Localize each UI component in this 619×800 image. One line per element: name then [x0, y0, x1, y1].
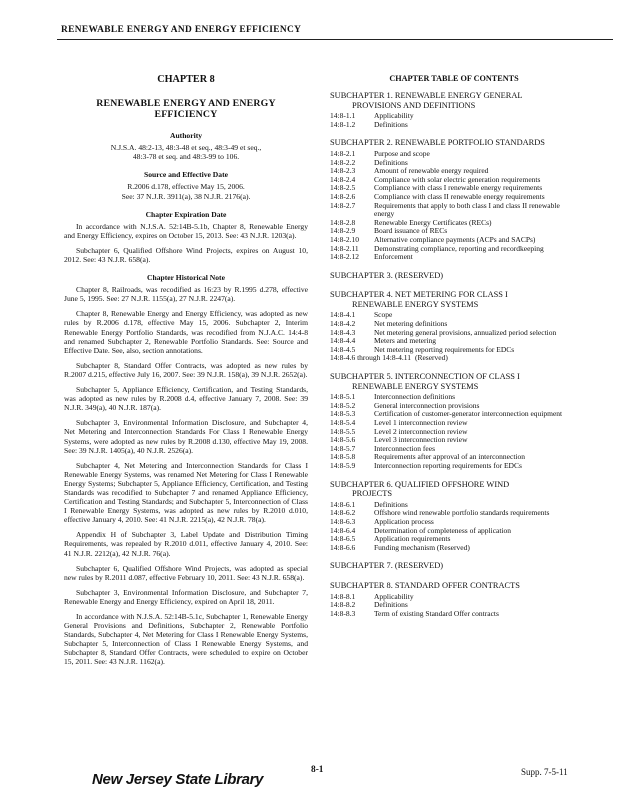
- toc-section-row: [330, 245, 578, 254]
- section-title: Alternative compliance payments (ACPs and SACPs): [374, 234, 536, 244]
- section-number: 14:8-8.3: [330, 608, 356, 618]
- section-title: Compliance with class I renewable energy requirements: [374, 183, 543, 193]
- library-logo: New Jersey State Library: [92, 771, 264, 788]
- section-number: 14:8-2.10: [330, 234, 359, 244]
- section-number: 14:8-2.4: [330, 174, 356, 184]
- section-number: 14:8-2.2: [330, 157, 356, 167]
- section-number: 14:8-6.2: [330, 508, 356, 518]
- section-title: Application process: [374, 516, 434, 526]
- section-title: Scope: [374, 310, 393, 320]
- table-of-contents: [330, 91, 578, 618]
- section-number: 14:8-4.3: [330, 327, 356, 337]
- section-title: Requirements that apply to both class I and class II renewable energy: [374, 200, 560, 219]
- section-number: 14:8-2.7: [330, 200, 356, 210]
- toc-section-list: [330, 501, 578, 553]
- subchapter-title-text: SUBCHAPTER 2. RENEWABLE PORTFOLIO STANDARDS: [330, 138, 545, 148]
- section-title: Net metering reporting requirements for EDCs: [374, 344, 515, 354]
- section-title: General interconnection provisions: [374, 400, 480, 410]
- toc-subchapter-title: [330, 91, 578, 110]
- history-paragraph: Subchapter 3, Environmental Information Disclosure, and Subchapter 7, Renewable Energy and Energy Efficiency, expired on April 18, 2011.: [64, 587, 308, 606]
- section-title: Demonstrating compliance, reporting and recordkeeping: [374, 243, 544, 253]
- subchapter-title-continued: RENEWABLE ENERGY SYSTEMS: [352, 381, 479, 391]
- toc-subchapter-title: [330, 561, 578, 571]
- history-paragraph: Chapter 8, Railroads, was recodified as 16:23 by R.1995 d.278, effective June 5, 1995. See: 27 N.J.R. 1155(a), 27 N.J.R. 2247(a).: [64, 285, 308, 304]
- authority-block: [64, 143, 308, 161]
- subchapter-title-continued: PROJECTS: [352, 489, 393, 499]
- section-number: 14:8-8.1: [330, 591, 356, 601]
- history-paragraph: In accordance with N.J.S.A. 52:14B-5.1c, Subchapter 1, Renewable Energy General Provisions and Definitions, Subchapter 2, Renewable Portfolio Standards, Subchapter 4, Net Metering for Class I Renewable Energy Systems, Subchapter 5, Interconnection of Class I Renewable Energy Systems, and Subchapter 8, Standard Offer Contracts, were scheduled to expire on October 15, 2011. See: 43 N.J.R. 1162(a).: [64, 612, 308, 667]
- running-head: RENEWABLE ENERGY AND ENERGY EFFICIENCY: [61, 25, 302, 35]
- section-number: 14:8-4.4: [330, 336, 356, 346]
- section-title: Compliance with solar electric generation requirements: [374, 174, 541, 184]
- section-number: 14:8-1.2: [330, 119, 356, 129]
- section-number: 14:8-5.9: [330, 460, 356, 470]
- subchapter-title-text: SUBCHAPTER 5. INTERCONNECTION OF CLASS I: [330, 372, 520, 382]
- section-title: Applicability: [374, 591, 414, 601]
- history-block: [64, 285, 308, 666]
- toc-section-row: [330, 121, 578, 130]
- section-title: Purpose and scope: [374, 148, 430, 158]
- toc-section-row: [330, 311, 578, 320]
- subchapter-title-continued: RENEWABLE ENERGY SYSTEMS: [352, 299, 479, 309]
- section-title: Definitions: [374, 157, 408, 167]
- source-heading: Source and Effective Date: [143, 170, 228, 180]
- section-number: 14:8-5.3: [330, 409, 356, 419]
- history-paragraph: Subchapter 5, Appliance Efficiency, Certification, and Testing Standards, was adopted as new rules by R.2008 d.4, effective January 7, 2008. See: 39 N.J.R. 349(a), 40 N.J.R. 187(a).: [64, 385, 308, 413]
- toc-section-row: [330, 150, 578, 159]
- toc-section-row: [330, 544, 578, 553]
- section-title: Interconnection definitions: [374, 392, 456, 402]
- section-title: Definitions: [374, 119, 408, 129]
- expiration-paragraph: In accordance with N.J.S.A. 52:14B-5.1b, Chapter 8, Renewable Energy and Energy Efficiency, expires on October 15, 2013. See: 43 N.J.R. 1203(a).: [64, 221, 308, 240]
- subchapter-title-continued: PROVISIONS AND DEFINITIONS: [352, 100, 476, 110]
- chapter-number: CHAPTER 8: [157, 74, 215, 85]
- section-number: 14:8-5.7: [330, 443, 356, 453]
- section-number: 14:8-6.6: [330, 542, 356, 552]
- history-paragraph: Subchapter 3, Environmental Information Disclosure, and Subchapter 4, Net Metering and Interconnection Standards For Class I Renewable Energy Systems, were adopted as new rules by R.2008 d.130, effective May 19, 2008. See: 39 N.J.R. 1405(a), 40 N.J.R. 2526(a).: [64, 418, 308, 455]
- section-number: 14:8-8.2: [330, 600, 356, 610]
- section-number: 14:8-5.8: [330, 452, 356, 462]
- section-number: 14:8-5.1: [330, 392, 356, 402]
- expiration-block: [64, 222, 308, 264]
- chapter-title: RENEWABLE ENERGY AND ENERGY EFFICIENCY: [96, 98, 276, 120]
- section-number: 14:8-5.4: [330, 418, 356, 427]
- section-title: Level 2 interconnection review: [374, 426, 468, 436]
- section-number: 14:8-4.2: [330, 319, 356, 329]
- toc-section-row: [330, 527, 578, 536]
- section-title: Enforcement: [374, 252, 413, 262]
- toc-subchapter-title: [330, 290, 578, 309]
- history-paragraph: Subchapter 4, Net Metering and Interconnection Standards for Class I Renewable Energy Systems, was renamed Net Metering for Class I Renewable Energy Systems; Subchapter 5, Appliance Efficiency, Certification, and Testing Standards was recodified to Subchapter 7 and renamed Appliance Efficiency, Certification and Testing Standards; and Subchapter 5, Interconnection of Class I Renewable Energy Systems, was adopted as new rules by R.2010 d.010, effective January 4, 2010. See: 41 N.J.R. 2215(a), 42 N.J.R. 78(a).: [64, 460, 308, 525]
- section-number: 14:8-2.1: [330, 148, 356, 158]
- source-line: See: 37 N.J.R. 3911(a), 38 N.J.R. 2176(a).: [121, 191, 251, 201]
- history-paragraph: Subchapter 6, Qualified Offshore Wind Projects, was adopted as special new rules by R.2011 d.087, effective February 10, 2011. See: 43 N.J.R. 658(a).: [64, 563, 308, 582]
- section-number: 14:8-6.1: [330, 499, 356, 509]
- section-number: 14:8-6.5: [330, 534, 356, 544]
- toc-section-row: [330, 329, 578, 338]
- toc-subchapter-title: [330, 372, 578, 391]
- section-number: 14:8-4.6 through 14:8-4.11: [330, 353, 411, 363]
- toc-section-row: [330, 112, 578, 121]
- section-title: Funding mechanism (Reserved): [374, 542, 470, 552]
- subchapter-title-text: SUBCHAPTER 7. (RESERVED): [330, 561, 444, 571]
- supplement-date: Supp. 7-5-11: [521, 767, 568, 777]
- toc-section-row: [330, 202, 578, 219]
- section-title: Definitions: [374, 499, 408, 509]
- section-number: 14:8-1.1: [330, 111, 356, 121]
- expiration-heading: Chapter Expiration Date: [145, 209, 227, 219]
- toc-section-list: [330, 150, 578, 262]
- toc-heading: CHAPTER TABLE OF CONTENTS: [389, 74, 519, 83]
- section-number: 14:8-5.5: [330, 426, 356, 436]
- section-number: 14:8-4.1: [330, 310, 356, 320]
- section-title: Level 3 interconnection review: [374, 435, 468, 445]
- toc-subchapter-title: [330, 581, 578, 591]
- section-title: Level 1 interconnection review: [374, 418, 468, 427]
- subchapter-title-text: SUBCHAPTER 1. RENEWABLE ENERGY GENERAL: [330, 91, 523, 100]
- section-title: Requirements after approval of an interconnection: [374, 452, 525, 462]
- left-column: [64, 74, 308, 673]
- section-number: 14:8-2.3: [330, 166, 356, 176]
- section-number: 14:8-4.5: [330, 344, 356, 354]
- section-title: Interconnection reporting requirements for EDCs: [374, 460, 522, 470]
- section-title: Offshore wind renewable portfolio standards requirements: [374, 508, 550, 518]
- toc-section-list: [330, 593, 578, 619]
- authority-line: N.J.S.A. 48:2-13, 48:3-48 et seq., 48:3-49 et seq.,: [110, 143, 262, 152]
- authority-line: 48:3-78 et seq. and 48:3-99 to 106.: [132, 152, 240, 162]
- toc-section-list: [330, 393, 578, 470]
- expiration-paragraph: Subchapter 6, Qualified Offshore Wind Projects, expires on August 10, 2012. See: 43 N.J.R. 658(a).: [64, 246, 308, 265]
- history-paragraph: Appendix H of Subchapter 3, Label Update and Distribution Timing Requirements, was repealed by R.2010 d.011, effective January 4, 2010. See: 41 N.J.R. 2212(a), 42 N.J.R. 76(a).: [64, 530, 308, 558]
- toc-subchapter-title: [330, 271, 578, 281]
- section-number: 14:8-2.12: [330, 252, 359, 262]
- section-number: 14:8-2.11: [330, 243, 359, 253]
- toc-subchapter-title: [330, 480, 578, 499]
- toc-section-row: [330, 253, 578, 262]
- history-paragraph: Chapter 8, Renewable Energy and Energy Efficiency, was adopted as new rules by R.2006 d.178, effective May 15, 2006. Subchapter 2, Interim Renewable Energy Portfolio Standards, was recodified from N.J.A.C. 14:4-8 and renamed Subchapter 2, Renewable Portfolio Standards. See: Source and Effective Date. See, also, section annotations.: [64, 309, 308, 355]
- section-title: Interconnection fees: [374, 443, 436, 453]
- section-title: Net metering definitions: [374, 319, 448, 329]
- toc-section-row: [330, 436, 578, 445]
- section-title: Definitions: [374, 600, 408, 610]
- toc-subchapter-title: [330, 138, 578, 148]
- toc-section-row: [330, 610, 578, 619]
- section-number: 14:8-5.6: [330, 435, 356, 445]
- toc-section-list: [330, 112, 578, 129]
- section-title: Compliance with class II renewable energy requirements: [374, 191, 545, 201]
- toc-section-row: [330, 219, 578, 228]
- section-title: Applicability: [374, 111, 414, 121]
- section-title: (Reserved): [414, 353, 448, 363]
- subchapter-title-text: SUBCHAPTER 4. NET METERING FOR CLASS I: [330, 290, 508, 300]
- subchapter-title-text: SUBCHAPTER 6. QUALIFIED OFFSHORE WIND: [330, 479, 510, 489]
- toc-section-row: [330, 593, 578, 602]
- header-rule: [57, 39, 613, 40]
- section-number: 14:8-2.8: [330, 217, 356, 227]
- section-number: 14:8-2.9: [330, 226, 356, 236]
- section-title: Meters and metering: [374, 336, 437, 346]
- section-number: 14:8-5.2: [330, 400, 356, 410]
- section-number: 14:8-2.6: [330, 191, 356, 201]
- section-title: Amount of renewable energy required: [374, 166, 489, 176]
- right-column: [330, 74, 578, 627]
- source-block: [64, 182, 308, 200]
- section-number: 14:8-2.5: [330, 183, 356, 193]
- page-folio: 8-1: [311, 765, 324, 775]
- section-title: Renewable Energy Certificates (RECs): [374, 217, 492, 227]
- source-line: R.2006 d.178, effective May 15, 2006.: [127, 182, 245, 192]
- section-title: Net metering general provisions, annualized period selection: [374, 327, 557, 337]
- section-number: 14:8-6.4: [330, 525, 356, 535]
- toc-section-row: [330, 509, 578, 518]
- toc-section-row: [330, 354, 578, 363]
- history-paragraph: Subchapter 8, Standard Offer Contracts, was adopted as new rules by R.2007 d.215, effective July 16, 2007. See: 39 N.J.R. 158(a), 39 N.J.R. 2652(a).: [64, 360, 308, 379]
- section-number: 14:8-6.3: [330, 516, 356, 526]
- subchapter-title-text: SUBCHAPTER 3. (RESERVED): [330, 270, 444, 280]
- toc-section-row: [330, 462, 578, 471]
- section-title: Determination of completeness of application: [374, 525, 512, 535]
- subchapter-title-text: SUBCHAPTER 8. STANDARD OFFER CONTRACTS: [330, 580, 520, 590]
- section-title: Application requirements: [374, 534, 451, 544]
- toc-section-list: [330, 311, 578, 363]
- section-title: Board issuance of RECs: [374, 226, 448, 236]
- authority-heading: Authority: [169, 131, 203, 140]
- section-title: Term of existing Standard Offer contracts: [374, 608, 499, 618]
- history-heading: Chapter Historical Note: [147, 273, 225, 283]
- section-title: Certification of customer-generator interconnection equipment: [374, 409, 563, 419]
